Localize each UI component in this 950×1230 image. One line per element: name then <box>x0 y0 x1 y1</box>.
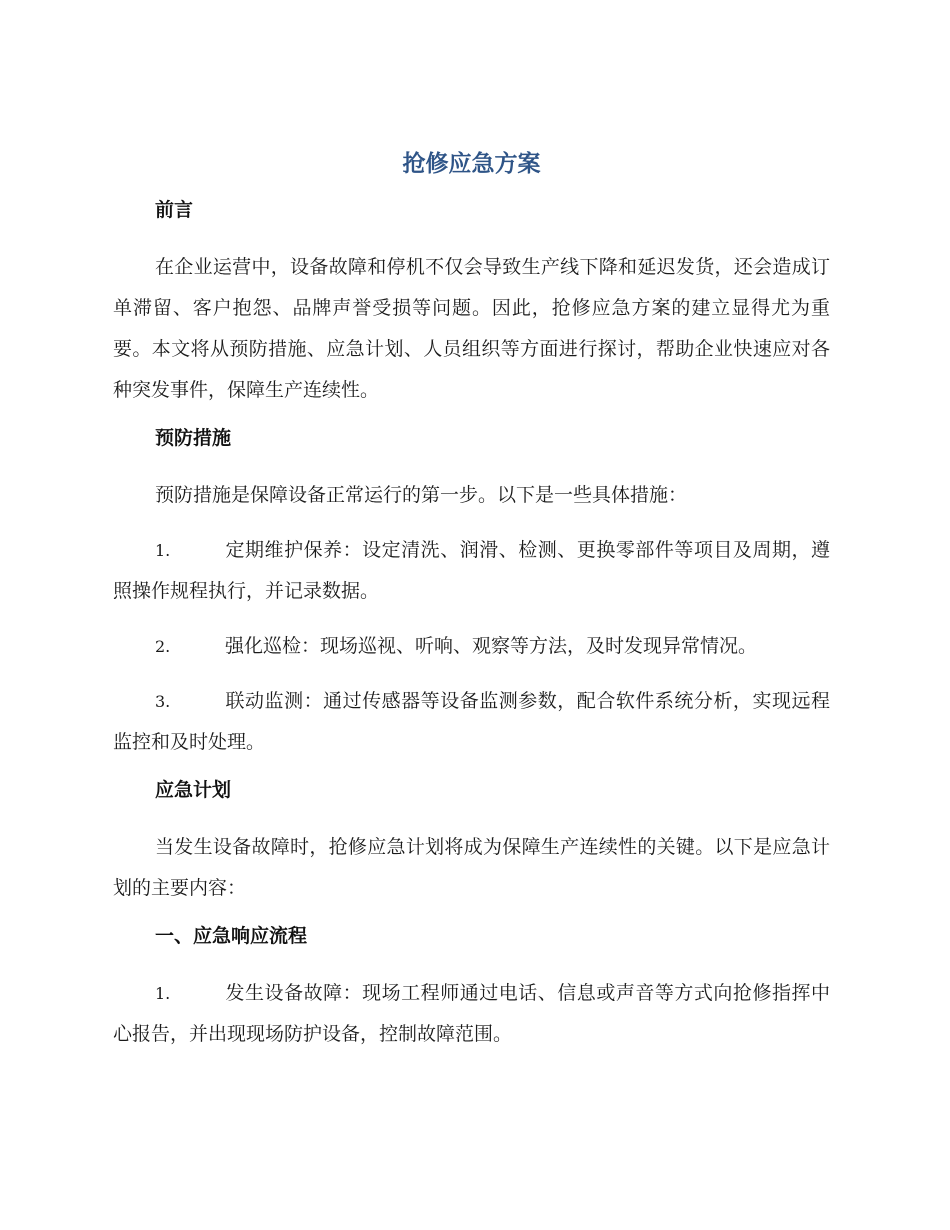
list-number: 2. <box>155 637 171 656</box>
section-heading-emergency: 应急计划 <box>155 779 232 801</box>
emergency-intro: 当发生设备故障时，抢修应急计划将成为保障生产连续性的关键。以下是应急计划的主要内容： <box>113 836 830 899</box>
prevention-intro: 预防措施是保障设备正常运行的第一步。以下是一些具体措施： <box>155 484 688 506</box>
list-item <box>113 973 830 1055</box>
list-text: 联动监测：通过传感器等设备监测参数，配合软件系统分析，实现远程监控和及时处理。 <box>113 690 830 753</box>
list-number: 3. <box>155 692 171 711</box>
list-text: 强化巡检：现场巡视、听响、观察等方法，及时发现异常情况。 <box>225 635 758 657</box>
list-number: 1. <box>155 984 171 1003</box>
preface-paragraph: 在企业运营中，设备故障和停机不仅会导致生产线下降和延迟发货，还会造成订单滞留、客户抱怨、品牌声誉受损等问题。因此，抢修应急方案的建立显得尤为重要。本文将从预防措施、应急计划、人员组织等方面进行探讨，帮助企业快速应对各种突发事件，保障生产连续性。 <box>113 256 830 401</box>
document-title: 抢修应急方案 <box>402 151 541 177</box>
list-text: 定期维护保养：设定清洗、润滑、检测、更换零部件等项目及周期，遵照操作规程执行，并记录数据。 <box>113 539 830 602</box>
list-item <box>113 530 830 612</box>
list-item <box>113 681 830 763</box>
section-heading-prevention: 预防措施 <box>155 427 232 449</box>
subheading-response-process: 一、应急响应流程 <box>155 925 308 947</box>
list-text: 发生设备故障：现场工程师通过电话、信息或声音等方式向抢修指挥中心报告，并出现现场防护设备，控制故障范围。 <box>113 982 830 1045</box>
section-heading-preface: 前言 <box>155 199 194 221</box>
list-number: 1. <box>155 541 171 560</box>
document-page <box>113 145 830 1069</box>
list-item <box>113 626 830 667</box>
